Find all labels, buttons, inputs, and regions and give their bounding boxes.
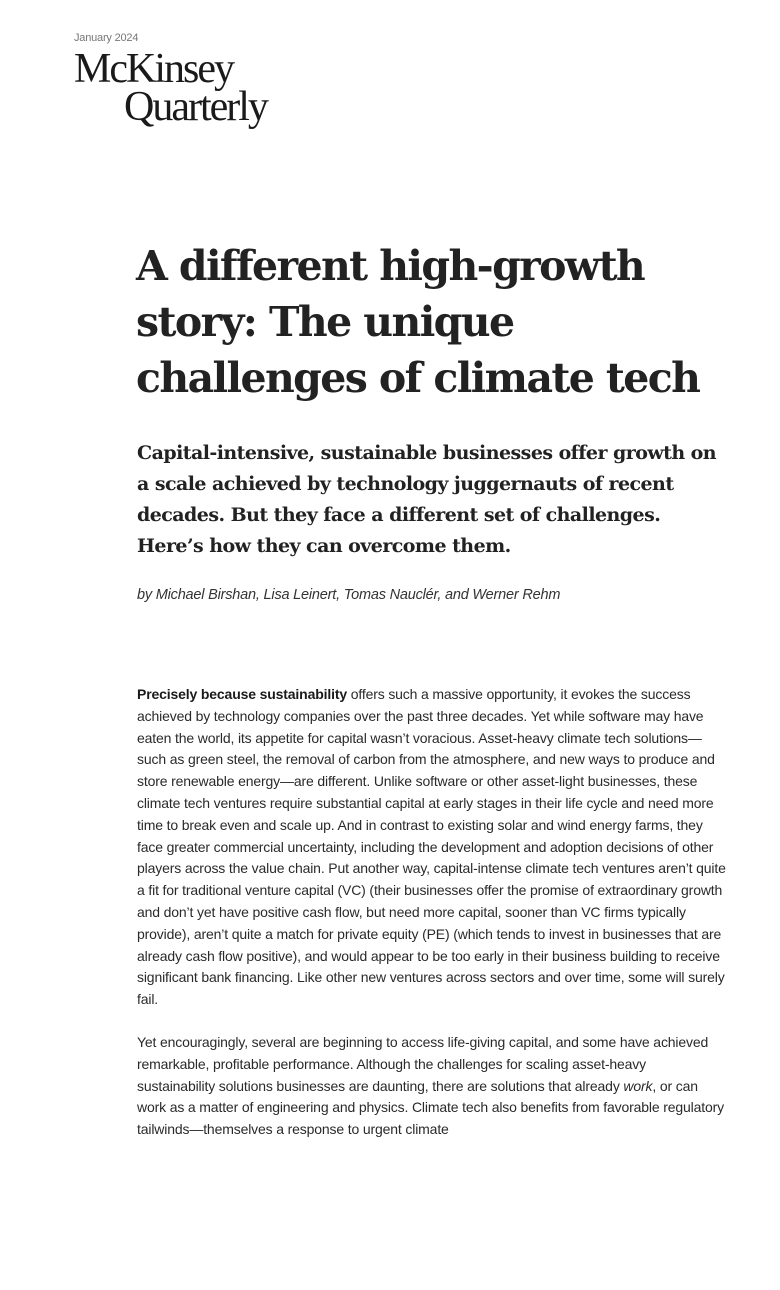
article-title: A different high-growth story: The unique challenges of climate tech bbox=[136, 242, 700, 402]
article-body bbox=[137, 684, 727, 1162]
brand-logo-line1: McKinsey bbox=[74, 46, 233, 92]
paragraph-1-text: offers such a massive opportunity, it evokes the success achieved by technology companies over the past three decades. Yet while software may have eaten the world, its appetite for capital wasn’t voracious. Asset-heavy climate tech solutions—such as green steel, the removal of carbon from the atmosphere, and new ways to produce and store renewable energy—are different. Unlike software or other asset-light businesses, these climate tech ventures require substantial capital at early stages in their life cycle and need more time to break even and scale up. And in contrast to existing solar and wind energy farms, they face greater commercial uncertainty, including the development and adoption decisions of other players across the value chain. Put another way, capital-intense climate tech ventures aren’t quite a fit for traditional venture capital (VC) (their businesses offer the promise of extraordinary growth and don’t yet have positive cash flow, but need more capital, sooner than VC firms typically provide), aren’t quite a match for private equity (PE) (which tends to invest in businesses that are already cash flow positive), and would appear to be too early in their business building to receive significant bank financing. Like other new ventures across sectors and over time, some will surely fail. bbox=[137, 686, 726, 1008]
paragraph-lead-in: Precisely because sustainability bbox=[137, 686, 347, 702]
brand-logo-line2: Quarterly bbox=[124, 84, 267, 130]
brand-logo bbox=[74, 46, 267, 130]
paragraph-2-text-a: Yet encouragingly, several are beginning to access life-giving capital, and some have achieved remarkable, profitable performance. Although the challenges for scaling asset-heavy sustainability solutions businesses are daunting, there are solutions that already bbox=[137, 1033, 709, 1094]
article-byline: by Michael Birshan, Lisa Leinert, Tomas Nauclér, and Werner Rehm bbox=[137, 587, 561, 603]
body-paragraph-1 bbox=[137, 684, 727, 1011]
article-deck: Capital-intensive, sustainable businesses offer growth on a scale achieved by technology juggernauts of recent decades. But they face a different set of challenges. Here’s how they can overcome them. bbox=[137, 442, 717, 557]
body-paragraph-2 bbox=[137, 1032, 727, 1141]
paragraph-2-text-b: , or can work as a matter of engineering and physics. Climate tech also benefits from favorable regulatory tailwinds—themselves a response to urgent climate bbox=[137, 1077, 724, 1138]
issue-date: January 2024 bbox=[74, 32, 139, 44]
paragraph-2-emphasis: work bbox=[623, 1077, 653, 1094]
